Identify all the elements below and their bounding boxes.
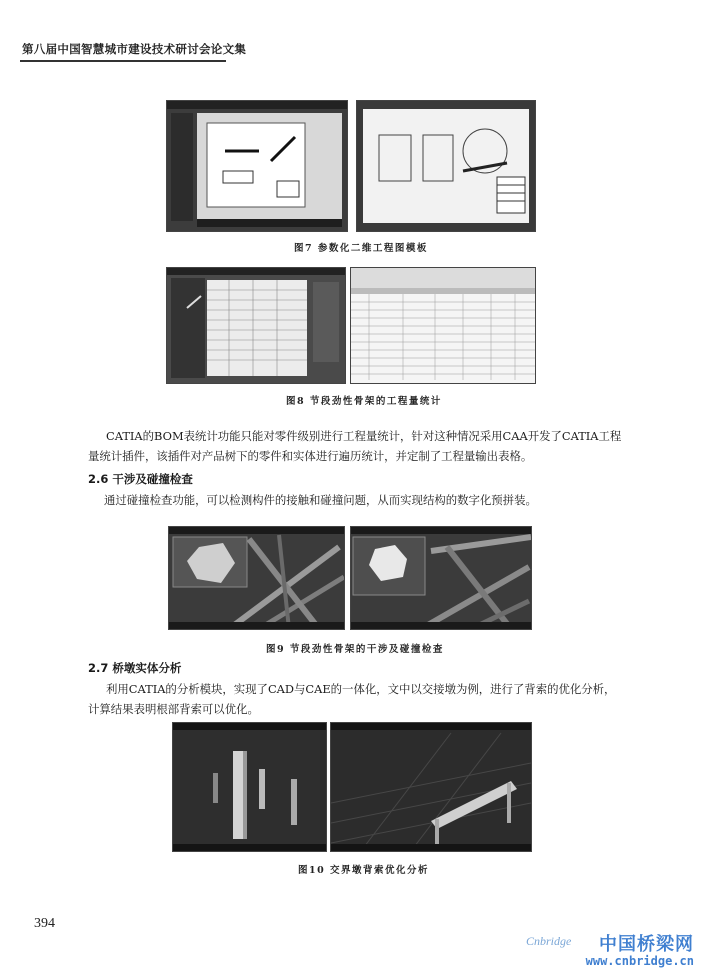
figure-10-caption: 图10 交界墩背索优化分析: [298, 865, 430, 876]
figure-9-caption: 图9 节段劲性骨架的干涉及碰撞检查: [266, 644, 444, 655]
paragraph-bom-statistics: CATIA的BOM表统计功能只能对零件级别进行工程量统计，针对这种情况采用CAA开发了CATIA工程量统计插件，该插件对产品树下的零件和实体进行遍历统计，并定制了工程量输出表格。: [88, 429, 622, 463]
figure-7-caption: 图7 参数化二维工程图模板: [294, 243, 428, 254]
figure-10-right-screenshot: [330, 722, 532, 852]
paragraph-pier-analysis: 利用CATIA的分析模块，实现了CAD与CAE的一体化，文中以交接墩为例，进行了背索的优化分析，计算结果表明根部背索可以优化。: [88, 682, 616, 716]
figure-7-right-screenshot: [356, 100, 536, 232]
figure-9-right-screenshot: [350, 526, 532, 630]
header-rule: [20, 60, 226, 62]
paragraph-collision-check: 通过碰撞检查功能，可以检测构件的接触和碰撞问题，从而实现结构的数字化预拼装。: [104, 493, 537, 507]
figure-7-left-screenshot: [166, 100, 348, 232]
figure-9-left-screenshot: [168, 526, 345, 630]
page-number: 394: [34, 916, 55, 931]
running-header: 第八届中国智慧城市建设技术研讨会论文集: [22, 42, 247, 56]
figure-10-left-screenshot: [172, 722, 327, 852]
watermark-brand: Cnbridge: [526, 934, 572, 948]
section-heading-2-7: 2.7 桥墩实体分析: [88, 661, 182, 675]
watermark-logo: [526, 932, 696, 968]
watermark-url: www.cnbridge.cn: [585, 954, 694, 968]
figure-8-caption: 图8 节段劲性骨架的工程量统计: [286, 396, 442, 407]
figure-8-left-screenshot: [166, 267, 346, 384]
watermark-site-name: 中国桥梁网: [599, 934, 694, 955]
section-heading-2-6: 2.6 干涉及碰撞检查: [88, 472, 193, 486]
figure-8-right-screenshot: [350, 267, 536, 384]
